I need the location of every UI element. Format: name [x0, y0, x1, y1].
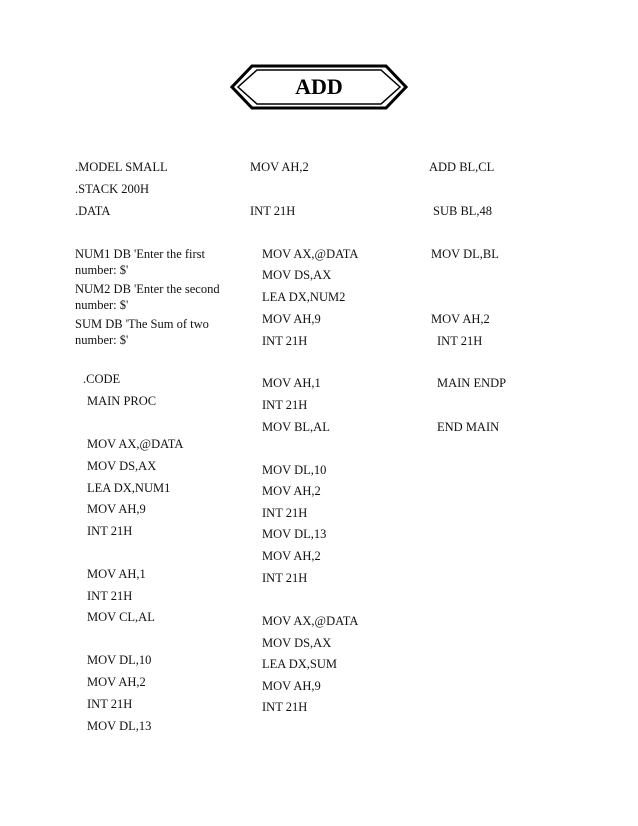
page-title: ADD: [295, 74, 343, 99]
code-line: INT 21H: [262, 571, 308, 585]
code-line: MOV BL,AL: [262, 420, 330, 434]
code-line: MOV DL,10: [262, 463, 327, 477]
code-line: MOV AX,@DATA: [87, 437, 184, 451]
code-line: LEA DX,NUM2: [262, 290, 346, 304]
code-line: INT 21H: [262, 700, 308, 714]
code-line: INT 21H: [87, 589, 133, 603]
code-line: LEA DX,SUM: [262, 657, 338, 671]
code-line: NUM1 DB 'Enter the first number: $': [75, 247, 206, 277]
code-line: MOV AH,1: [262, 376, 321, 390]
code-line: INT 21H: [87, 524, 133, 538]
code-line: INT 21H: [262, 398, 308, 412]
code-line: MOV AH,1: [87, 567, 146, 581]
code-line: MAIN PROC: [87, 394, 157, 408]
code-line: MOV AX,@DATA: [262, 247, 359, 261]
code-line: LEA DX,NUM1: [87, 481, 171, 495]
code-line: .CODE: [83, 372, 121, 386]
code-line: .STACK 200H: [75, 182, 150, 196]
code-line: MOV DL,13: [87, 719, 152, 733]
code-line: MAIN ENDP: [437, 376, 507, 390]
code-line: MOV AH,9: [87, 502, 146, 516]
code-line: MOV AH,2: [262, 549, 321, 563]
code-line: INT 21H: [87, 697, 133, 711]
code-line: MOV AH,2: [87, 675, 146, 689]
code-line: SUM DB 'The Sum of two number: $': [75, 317, 209, 347]
code-line: MOV CL,AL: [87, 610, 155, 624]
code-line: MOV DL,13: [262, 527, 327, 541]
code-line: SUB BL,48: [433, 204, 493, 218]
code-line: MOV DL,10: [87, 653, 152, 667]
code-line: NUM2 DB 'Enter the second number: $': [75, 282, 220, 312]
code-line: MOV AH,2: [431, 312, 490, 326]
code-line: ADD BL,CL: [429, 160, 495, 174]
code-line: MOV DS,AX: [87, 459, 157, 473]
code-line: INT 21H: [250, 204, 296, 218]
code-line: MOV DS,AX: [262, 636, 332, 650]
code-line: INT 21H: [262, 506, 308, 520]
code-line: END MAIN: [437, 420, 500, 434]
code-line: INT 21H: [437, 334, 483, 348]
code-line: MOV DL,BL: [431, 247, 499, 261]
title-banner: [230, 64, 408, 110]
code-line: .DATA: [75, 204, 111, 218]
code-line: MOV AH,2: [262, 484, 321, 498]
code-line: MOV AX,@DATA: [262, 614, 359, 628]
code-line: MOV AH,9: [262, 679, 321, 693]
code-line: MOV AH,2: [250, 160, 309, 174]
code-line: INT 21H: [262, 334, 308, 348]
code-line: MOV AH,9: [262, 312, 321, 326]
code-line: .MODEL SMALL: [75, 160, 168, 174]
code-line: MOV DS,AX: [262, 268, 332, 282]
